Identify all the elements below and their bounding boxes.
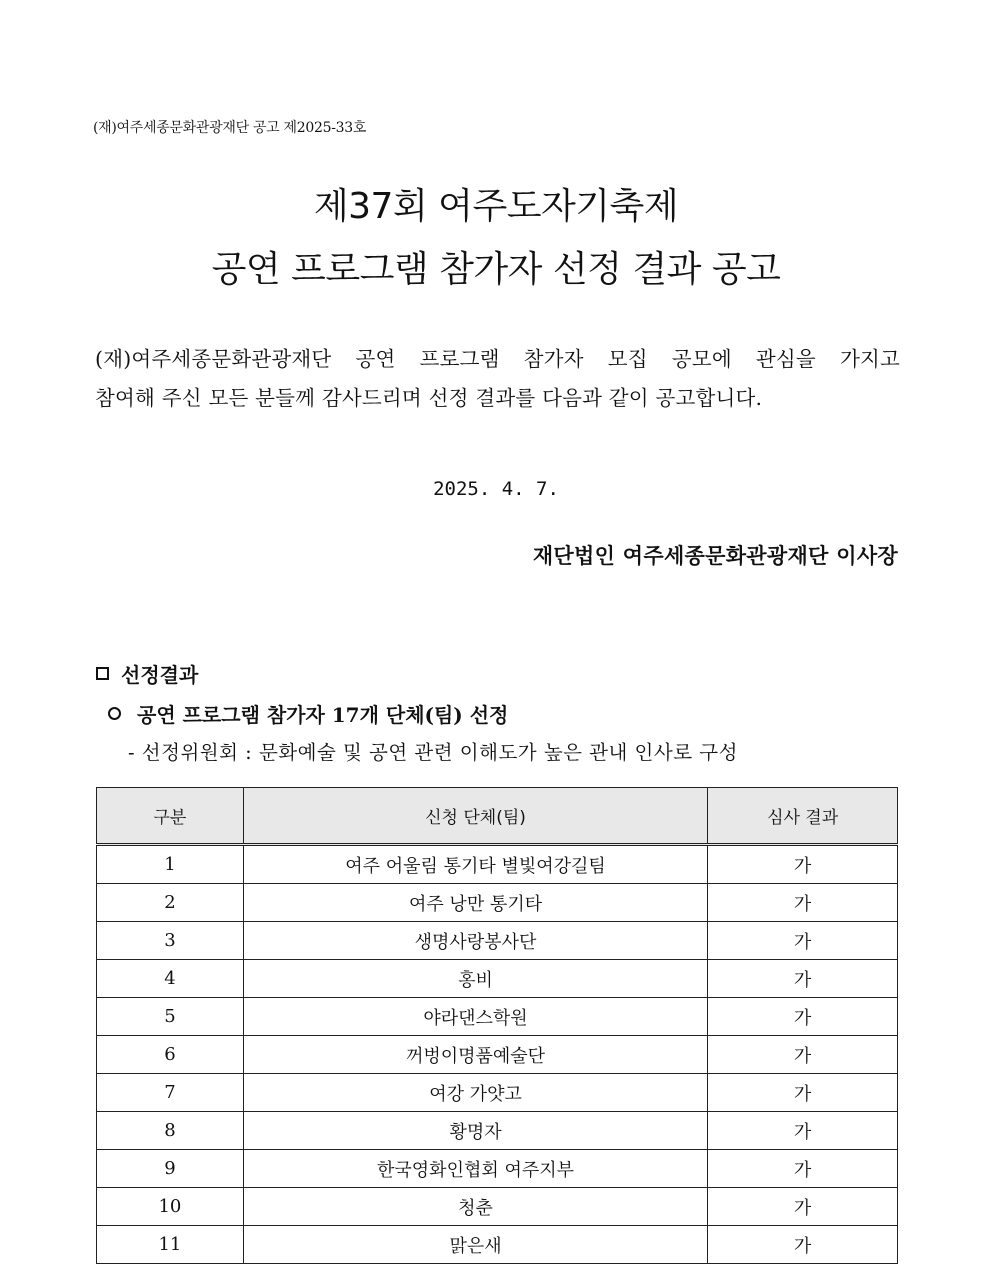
- table-header-row: [97, 788, 898, 845]
- row-number: 5: [97, 998, 244, 1036]
- header-result: 심사 결과: [708, 788, 898, 845]
- table-row: [97, 1226, 898, 1264]
- row-number: 7: [97, 1074, 244, 1112]
- row-result: 가: [708, 845, 898, 884]
- row-number: 3: [97, 922, 244, 960]
- row-number: 9: [97, 1150, 244, 1188]
- row-number: 2: [97, 884, 244, 922]
- table-row: [97, 960, 898, 998]
- row-number: 1: [97, 845, 244, 884]
- row-team: 한국영화인협회 여주지부: [243, 1150, 707, 1188]
- row-team: 야라댄스학원: [243, 998, 707, 1036]
- table-row: [97, 998, 898, 1036]
- notice-number: (재)여주세종문화관광재단 공고 제2025-33호: [93, 120, 367, 136]
- document-title-line1: 제37회 여주도자기축제: [313, 186, 679, 227]
- row-result: 가: [708, 1188, 898, 1226]
- results-table: [96, 787, 898, 1264]
- document-title-line2: 공연 프로그램 참가자 선정 결과 공고: [211, 249, 781, 290]
- row-team: 청춘: [243, 1188, 707, 1226]
- table-row: [97, 884, 898, 922]
- header-number: 구분: [97, 788, 244, 845]
- table-row: [97, 1150, 898, 1188]
- intro-line1: (재)여주세종문화관광재단 공연 프로그램 참가자 모집 공모에 관심을 가지고: [95, 347, 900, 371]
- sub-heading: [108, 699, 508, 728]
- table-row: [97, 845, 898, 884]
- table-row: [97, 1036, 898, 1074]
- row-result: 가: [708, 884, 898, 922]
- section-heading: [96, 659, 198, 688]
- table-row: [97, 1074, 898, 1112]
- row-result: 가: [708, 960, 898, 998]
- table-row: [97, 922, 898, 960]
- signer: 재단법인 여주세종문화관광재단 이사장: [532, 543, 898, 568]
- sub-heading-text: 공연 프로그램 참가자 17개 단체(팀) 선정: [137, 703, 509, 727]
- row-number: 6: [97, 1036, 244, 1074]
- row-team: 꺼벙이명품예술단: [243, 1036, 707, 1074]
- row-team: 여주 어울림 통기타 별빛여강길팀: [243, 845, 707, 884]
- selection-detail: - 선정위원회 : 문화예술 및 공연 관련 이해도가 높은 관내 인사로 구성: [128, 741, 738, 764]
- circle-bullet-icon: [108, 707, 121, 720]
- notice-date: 2025. 4. 7.: [433, 478, 559, 500]
- row-result: 가: [708, 1150, 898, 1188]
- row-team: 맑은새: [243, 1226, 707, 1264]
- row-result: 가: [708, 1074, 898, 1112]
- row-team: 생명사랑봉사단: [243, 922, 707, 960]
- table-row: [97, 1188, 898, 1226]
- row-result: 가: [708, 1226, 898, 1264]
- row-team: 여주 낭만 통기타: [243, 884, 707, 922]
- square-bullet-icon: [96, 667, 109, 680]
- row-team: 홍비: [243, 960, 707, 998]
- row-number: 10: [97, 1188, 244, 1226]
- table-row: [97, 1112, 898, 1150]
- section-heading-text: 선정결과: [121, 663, 199, 687]
- row-number: 8: [97, 1112, 244, 1150]
- row-team: 여강 가얏고: [243, 1074, 707, 1112]
- row-result: 가: [708, 1112, 898, 1150]
- row-result: 가: [708, 922, 898, 960]
- intro-line2: 참여해 주신 모든 분들께 감사드리며 선정 결과를 다음과 같이 공고합니다.: [95, 386, 763, 410]
- row-number: 4: [97, 960, 244, 998]
- row-result: 가: [708, 998, 898, 1036]
- row-number: 11: [97, 1226, 244, 1264]
- row-result: 가: [708, 1036, 898, 1074]
- header-team: 신청 단체(팀): [243, 788, 707, 845]
- row-team: 황명자: [243, 1112, 707, 1150]
